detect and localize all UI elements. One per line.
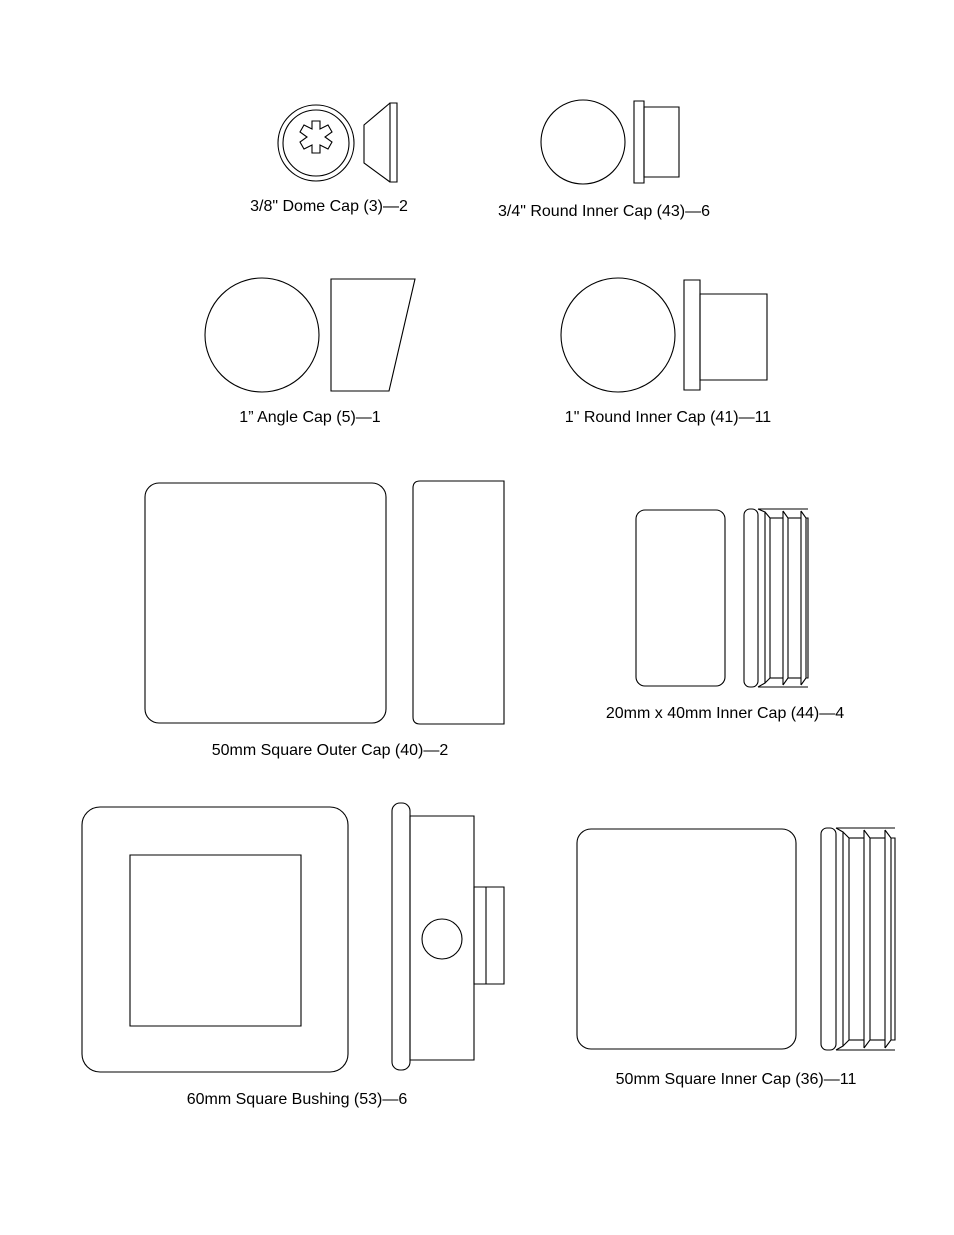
angle-cap-side-view [331, 279, 415, 391]
inner-cap-20x40-front-view [636, 510, 725, 686]
round-inner-cap-1-drawing [561, 278, 767, 392]
inner-cap-20x40-label: 20mm x 40mm Inner Cap (44)—4 [605, 705, 845, 722]
round-inner-cap-34-side-view [634, 101, 679, 183]
dome-cap-side-view [364, 103, 397, 182]
square-outer-cap-50-front-view [145, 483, 386, 723]
square-outer-cap-50-label: 50mm Square Outer Cap (40)—2 [211, 742, 449, 759]
square-inner-cap-50-front-view [577, 829, 796, 1049]
square-bushing-60-front-view [82, 807, 348, 1072]
round-inner-cap-34-label: 3/4" Round Inner Cap (43)—6 [497, 203, 711, 220]
inner-cap-20x40-drawing [636, 509, 808, 687]
inner-cap-20x40-side-view [744, 509, 808, 687]
dome-cap-star-center [300, 121, 332, 153]
round-inner-cap-1-front-view [561, 278, 675, 392]
angle-cap-drawing [205, 278, 415, 392]
dome-cap-front-view [278, 105, 354, 181]
square-bushing-60-label: 60mm Square Bushing (53)—6 [186, 1091, 408, 1108]
round-inner-cap-1-label: 1" Round Inner Cap (41)—11 [564, 409, 772, 426]
square-inner-cap-50-drawing [577, 828, 895, 1050]
dome-cap-label: 3/8" Dome Cap (3)—2 [250, 198, 408, 215]
round-inner-cap-34-drawing [541, 100, 679, 184]
angle-cap-label: 1” Angle Cap (5)—1 [239, 409, 381, 426]
square-outer-cap-50-drawing [145, 481, 504, 724]
round-inner-cap-34-front-view [541, 100, 625, 184]
square-inner-cap-50-label: 50mm Square Inner Cap (36)—11 [615, 1071, 857, 1088]
square-bushing-60-side-view [392, 803, 504, 1070]
round-inner-cap-1-side-view [684, 280, 767, 390]
dome-cap-drawing [278, 103, 397, 182]
square-bushing-60-drawing [82, 803, 504, 1072]
square-bushing-60-opening [130, 855, 301, 1026]
square-inner-cap-50-side-view [821, 828, 895, 1050]
angle-cap-front-view [205, 278, 319, 392]
square-outer-cap-50-side-view [413, 481, 504, 724]
